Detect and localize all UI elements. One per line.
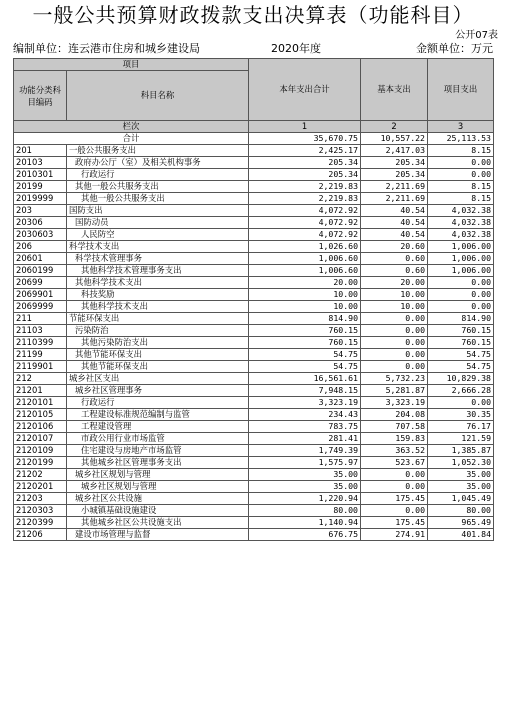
subject-name: 污染防治 [67, 325, 249, 337]
basic-expenditure: 40.54 [361, 229, 428, 241]
subject-code: 2120199 [14, 457, 67, 469]
subject-name: 一般公共服务支出 [67, 145, 249, 157]
subject-name: 科技奖励 [67, 289, 249, 301]
total-expenditure: 1,575.97 [249, 457, 361, 469]
total-expenditure: 35.00 [249, 469, 361, 481]
total-row [14, 133, 494, 145]
basic-expenditure: 0.00 [361, 349, 428, 361]
basic-expenditure: 2,211.69 [361, 181, 428, 193]
project-expenditure: 54.75 [428, 349, 494, 361]
subject-code: 2120109 [14, 445, 67, 457]
subject-name: 小城镇基础设施建设 [67, 505, 249, 517]
compiling-unit: 编制单位：连云港市住房和城乡建设局 [13, 42, 200, 55]
basic-expenditure: 0.60 [361, 265, 428, 277]
subject-name: 城乡社区规划与管理 [67, 469, 249, 481]
basic-expenditure: 159.83 [361, 433, 428, 445]
project-expenditure: 1,052.30 [428, 457, 494, 469]
subject-name: 城乡社区公共设施 [67, 493, 249, 505]
table-row [14, 517, 494, 529]
basic-expenditure: 10.00 [361, 301, 428, 313]
total-expenditure: 1,006.60 [249, 253, 361, 265]
subject-name: 科学技术支出 [67, 241, 249, 253]
subject-name: 节能环保支出 [67, 313, 249, 325]
total-expenditure: 1,140.94 [249, 517, 361, 529]
expenditure-table [13, 58, 494, 541]
header-row-project [14, 59, 494, 71]
subject-name: 行政运行 [67, 397, 249, 409]
basic-expenditure: 40.54 [361, 217, 428, 229]
project-expenditure: 1,006.00 [428, 265, 494, 277]
subject-name: 国防动员 [67, 217, 249, 229]
project-expenditure: 0.00 [428, 169, 494, 181]
subject-name: 市政公用行业市场监管 [67, 433, 249, 445]
subject-name: 其他科学技术支出 [67, 277, 249, 289]
subject-name: 城乡社区管理事务 [67, 385, 249, 397]
table-row [14, 205, 494, 217]
total-expenditure: 783.75 [249, 421, 361, 433]
table-row [14, 349, 494, 361]
header-basic-expenditure: 基本支出 [361, 59, 428, 121]
basic-expenditure: 204.08 [361, 409, 428, 421]
total-expenditure: 54.75 [249, 361, 361, 373]
total-c2: 10,557.22 [361, 133, 428, 145]
total-expenditure: 16,561.61 [249, 373, 361, 385]
subject-code: 2110399 [14, 337, 67, 349]
subject-code: 21203 [14, 493, 67, 505]
basic-expenditure: 5,281.87 [361, 385, 428, 397]
header-project-expenditure: 项目支出 [428, 59, 494, 121]
table-row [14, 385, 494, 397]
project-expenditure: 121.59 [428, 433, 494, 445]
project-expenditure: 8.15 [428, 181, 494, 193]
project-expenditure: 2,666.28 [428, 385, 494, 397]
table-row [14, 277, 494, 289]
total-expenditure: 234.43 [249, 409, 361, 421]
subject-code: 2060199 [14, 265, 67, 277]
subject-code: 2120101 [14, 397, 67, 409]
subject-name: 其他一般公共服务支出 [67, 181, 249, 193]
total-c3: 25,113.53 [428, 133, 494, 145]
subject-name: 其他城乡社区管理事务支出 [67, 457, 249, 469]
project-expenditure: 814.90 [428, 313, 494, 325]
amount-unit: 金额单位：万元 [416, 42, 493, 55]
subject-code: 21201 [14, 385, 67, 397]
column-number-row [14, 121, 494, 133]
project-expenditure: 760.15 [428, 337, 494, 349]
total-expenditure: 205.34 [249, 169, 361, 181]
subject-code: 2010301 [14, 169, 67, 181]
subject-code: 2120106 [14, 421, 67, 433]
project-expenditure: 1,006.00 [428, 241, 494, 253]
subject-code: 20601 [14, 253, 67, 265]
total-expenditure: 2,425.17 [249, 145, 361, 157]
basic-expenditure: 10.00 [361, 289, 428, 301]
table-row [14, 313, 494, 325]
total-expenditure: 760.15 [249, 337, 361, 349]
project-expenditure: 0.00 [428, 157, 494, 169]
project-expenditure: 4,032.38 [428, 205, 494, 217]
subject-code: 206 [14, 241, 67, 253]
basic-expenditure: 3,323.19 [361, 397, 428, 409]
table-row [14, 493, 494, 505]
table-row [14, 289, 494, 301]
subject-name: 人民防空 [67, 229, 249, 241]
project-expenditure: 35.00 [428, 469, 494, 481]
subject-name: 城乡社区规划与管理 [67, 481, 249, 493]
total-expenditure: 10.00 [249, 301, 361, 313]
project-expenditure: 10,829.38 [428, 373, 494, 385]
subject-name: 其他科学技术支出 [67, 301, 249, 313]
report-year: 2020年度 [271, 42, 321, 55]
subject-name: 国防支出 [67, 205, 249, 217]
project-expenditure: 54.75 [428, 361, 494, 373]
basic-expenditure: 175.45 [361, 517, 428, 529]
subject-code: 2019999 [14, 193, 67, 205]
basic-expenditure: 0.00 [361, 325, 428, 337]
subject-name: 其他科学技术管理事务支出 [67, 265, 249, 277]
table-row [14, 157, 494, 169]
table-row [14, 457, 494, 469]
subject-name: 建设市场管理与监督 [67, 529, 249, 541]
basic-expenditure: 40.54 [361, 205, 428, 217]
table-row [14, 421, 494, 433]
project-expenditure: 76.17 [428, 421, 494, 433]
project-expenditure: 8.15 [428, 145, 494, 157]
table-row [14, 229, 494, 241]
total-expenditure: 2,219.83 [249, 181, 361, 193]
subject-name: 科学技术管理事务 [67, 253, 249, 265]
subject-code: 2120107 [14, 433, 67, 445]
basic-expenditure: 175.45 [361, 493, 428, 505]
basic-expenditure: 0.00 [361, 313, 428, 325]
total-expenditure: 1,026.60 [249, 241, 361, 253]
basic-expenditure: 363.52 [361, 445, 428, 457]
header-total-expenditure: 本年支出合计 [249, 59, 361, 121]
total-expenditure: 1,220.94 [249, 493, 361, 505]
total-expenditure: 281.41 [249, 433, 361, 445]
subject-code: 21206 [14, 529, 67, 541]
project-expenditure: 4,032.38 [428, 229, 494, 241]
subject-name: 政府办公厅（室）及相关机构事务 [67, 157, 249, 169]
basic-expenditure: 5,732.23 [361, 373, 428, 385]
project-expenditure: 30.35 [428, 409, 494, 421]
total-expenditure: 7,948.15 [249, 385, 361, 397]
total-label: 合计 [14, 133, 249, 145]
total-expenditure: 814.90 [249, 313, 361, 325]
subject-code: 20699 [14, 277, 67, 289]
subject-code: 20199 [14, 181, 67, 193]
header-project: 项目 [14, 59, 249, 71]
subject-code: 20306 [14, 217, 67, 229]
table-row [14, 325, 494, 337]
table-row [14, 373, 494, 385]
subject-name: 工程建设标准规范编制与监管 [67, 409, 249, 421]
table-row [14, 217, 494, 229]
table-row [14, 433, 494, 445]
project-expenditure: 0.00 [428, 301, 494, 313]
basic-expenditure: 20.60 [361, 241, 428, 253]
project-expenditure: 0.00 [428, 289, 494, 301]
subject-code: 2030603 [14, 229, 67, 241]
table-row [14, 469, 494, 481]
total-expenditure: 205.34 [249, 157, 361, 169]
project-expenditure: 1,006.00 [428, 253, 494, 265]
column-number-1: 1 [249, 121, 361, 133]
table-row [14, 145, 494, 157]
project-expenditure: 760.15 [428, 325, 494, 337]
total-expenditure: 80.00 [249, 505, 361, 517]
project-expenditure: 1,385.87 [428, 445, 494, 457]
basic-expenditure: 0.00 [361, 505, 428, 517]
table-row [14, 169, 494, 181]
header-subject-name: 科目名称 [67, 71, 249, 121]
total-expenditure: 3,323.19 [249, 397, 361, 409]
basic-expenditure: 0.00 [361, 481, 428, 493]
subject-code: 2120201 [14, 481, 67, 493]
subject-code: 201 [14, 145, 67, 157]
table-row [14, 301, 494, 313]
total-expenditure: 676.75 [249, 529, 361, 541]
basic-expenditure: 523.67 [361, 457, 428, 469]
table-row [14, 337, 494, 349]
table-row [14, 193, 494, 205]
table-row [14, 481, 494, 493]
basic-expenditure: 20.00 [361, 277, 428, 289]
total-expenditure: 1,749.39 [249, 445, 361, 457]
project-expenditure: 0.00 [428, 397, 494, 409]
subject-name: 其他城乡社区公共设施支出 [67, 517, 249, 529]
basic-expenditure: 0.00 [361, 361, 428, 373]
subject-code: 21202 [14, 469, 67, 481]
subject-code: 2120105 [14, 409, 67, 421]
form-code: 公开07表 [455, 30, 498, 41]
table-row [14, 409, 494, 421]
project-expenditure: 401.84 [428, 529, 494, 541]
subject-name: 其他一般公共服务支出 [67, 193, 249, 205]
subject-name: 其他节能环保支出 [67, 349, 249, 361]
total-expenditure: 4,072.92 [249, 229, 361, 241]
project-expenditure: 80.00 [428, 505, 494, 517]
total-expenditure: 35.00 [249, 481, 361, 493]
subject-code: 21103 [14, 325, 67, 337]
basic-expenditure: 274.91 [361, 529, 428, 541]
total-expenditure: 10.00 [249, 289, 361, 301]
total-expenditure: 1,006.60 [249, 265, 361, 277]
subject-code: 2120399 [14, 517, 67, 529]
table-row [14, 445, 494, 457]
table-row [14, 265, 494, 277]
subject-name: 城乡社区支出 [67, 373, 249, 385]
table-row [14, 397, 494, 409]
subject-name: 工程建设管理 [67, 421, 249, 433]
basic-expenditure: 707.58 [361, 421, 428, 433]
total-expenditure: 4,072.92 [249, 217, 361, 229]
table-row [14, 529, 494, 541]
total-expenditure: 54.75 [249, 349, 361, 361]
table-row [14, 253, 494, 265]
project-expenditure: 4,032.38 [428, 217, 494, 229]
project-expenditure: 35.00 [428, 481, 494, 493]
basic-expenditure: 0.00 [361, 469, 428, 481]
table-row [14, 505, 494, 517]
total-c1: 35,670.75 [249, 133, 361, 145]
subject-code: 2069901 [14, 289, 67, 301]
column-number-label: 栏次 [14, 121, 249, 133]
table-row [14, 241, 494, 253]
basic-expenditure: 2,417.03 [361, 145, 428, 157]
subject-code: 2120303 [14, 505, 67, 517]
column-number-2: 2 [361, 121, 428, 133]
table-row [14, 181, 494, 193]
total-expenditure: 2,219.83 [249, 193, 361, 205]
report-meta [13, 42, 493, 56]
total-expenditure: 760.15 [249, 325, 361, 337]
table-row [14, 361, 494, 373]
project-expenditure: 965.49 [428, 517, 494, 529]
subject-name: 住宅建设与房地产市场监管 [67, 445, 249, 457]
subject-name: 其他污染防治支出 [67, 337, 249, 349]
subject-code: 20103 [14, 157, 67, 169]
subject-code: 211 [14, 313, 67, 325]
subject-code: 2069999 [14, 301, 67, 313]
total-expenditure: 20.00 [249, 277, 361, 289]
subject-code: 203 [14, 205, 67, 217]
subject-code: 21199 [14, 349, 67, 361]
basic-expenditure: 0.60 [361, 253, 428, 265]
subject-code: 2119901 [14, 361, 67, 373]
header-function-code: 功能分类科目编码 [14, 71, 67, 121]
basic-expenditure: 205.34 [361, 157, 428, 169]
page-title: 一般公共预算财政拨款支出决算表（功能科目） [32, 3, 474, 27]
total-expenditure: 4,072.92 [249, 205, 361, 217]
project-expenditure: 8.15 [428, 193, 494, 205]
subject-code: 212 [14, 373, 67, 385]
basic-expenditure: 0.00 [361, 337, 428, 349]
basic-expenditure: 205.34 [361, 169, 428, 181]
project-expenditure: 0.00 [428, 277, 494, 289]
subject-name: 行政运行 [67, 169, 249, 181]
subject-name: 其他节能环保支出 [67, 361, 249, 373]
column-number-3: 3 [428, 121, 494, 133]
project-expenditure: 1,045.49 [428, 493, 494, 505]
basic-expenditure: 2,211.69 [361, 193, 428, 205]
